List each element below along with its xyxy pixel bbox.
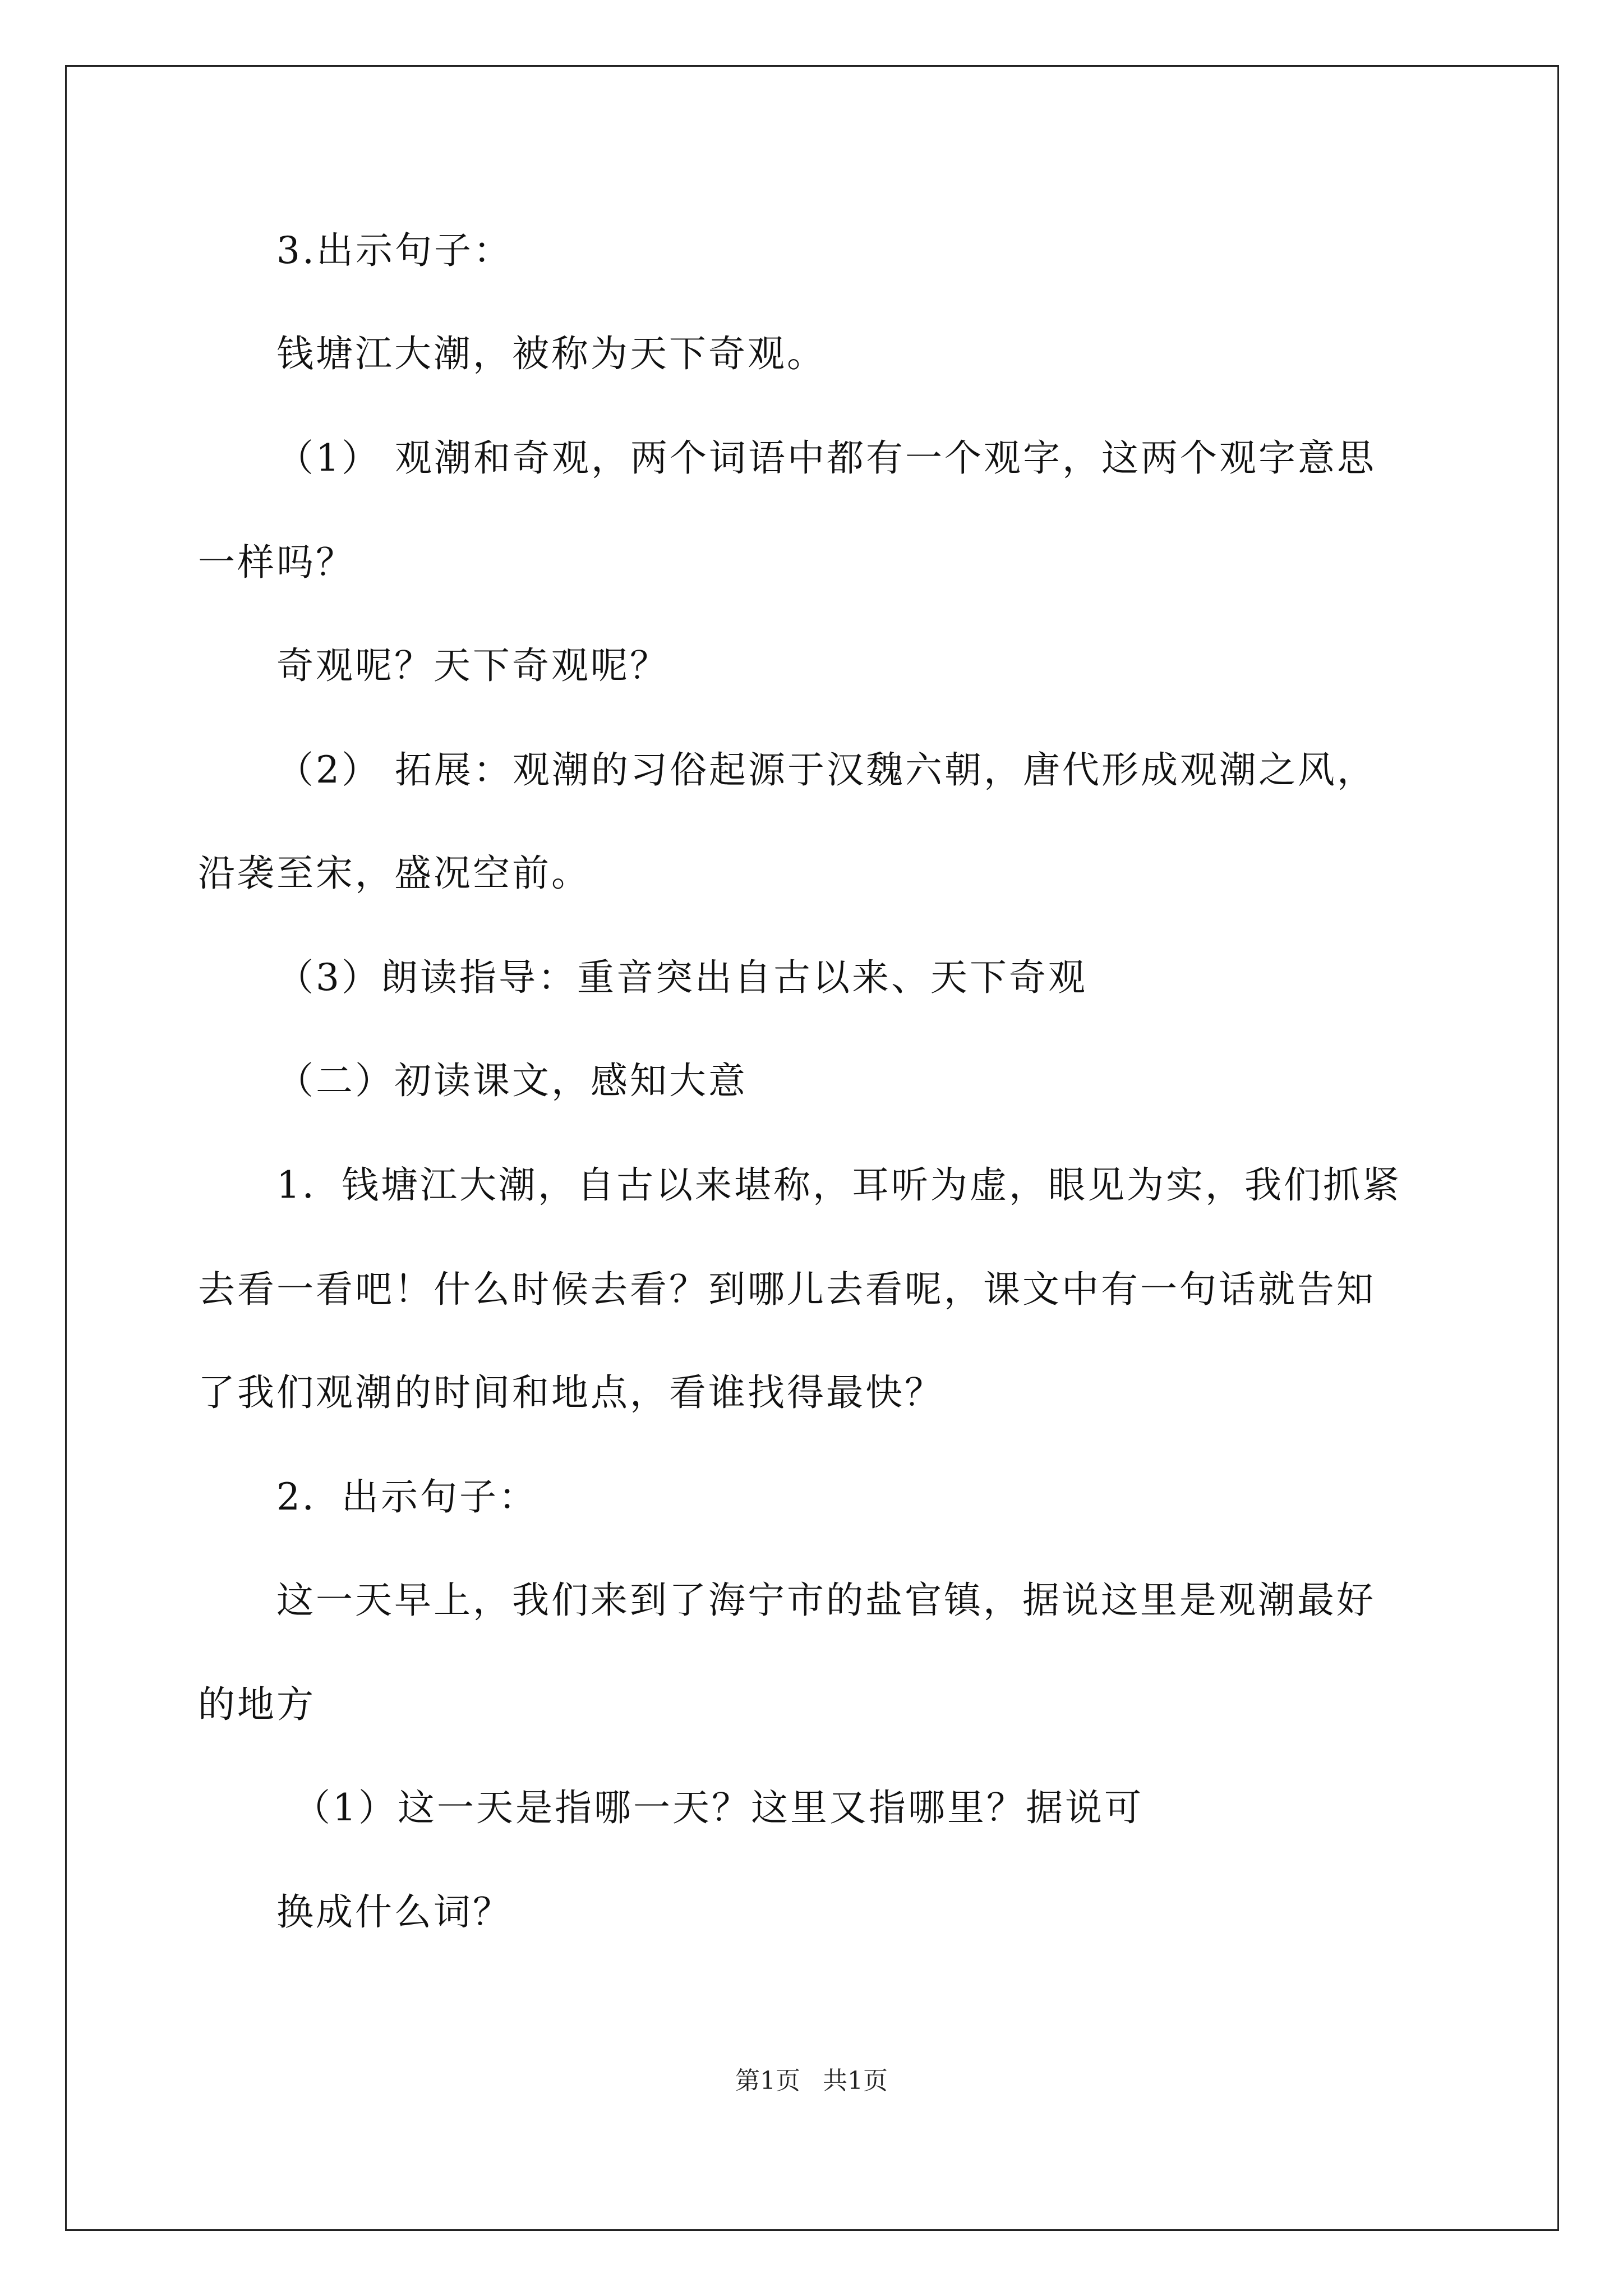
paragraph-line-8: （3）朗读指导：重音突出自古以来、天下奇观 — [276, 956, 1087, 999]
paragraph-line-6: （2） 拓展：观潮的习俗起源于汉魏六朝，唐代形成观潮之风， — [276, 748, 1376, 792]
paragraph-line-12: 了我们观潮的时间和地点，看谁找得最快？ — [198, 1371, 944, 1414]
paragraph-line-2: 钱塘江大潮，被称为天下奇观。 — [276, 332, 826, 375]
paragraph-line-13: 2．出示句子： — [276, 1475, 538, 1519]
page-number-current: 第1页 — [735, 2067, 800, 2095]
paragraph-line-15: 的地方 — [198, 1683, 316, 1726]
page-number-total: 共1页 — [823, 2067, 888, 2095]
paragraph-line-3: （1） 观潮和奇观，两个词语中都有一个观字，这两个观字意思 — [276, 436, 1376, 480]
paragraph-line-14: 这一天早上，我们来到了海宁市的盐官镇，据说这里是观潮最好 — [276, 1579, 1376, 1622]
paragraph-line-10: 1．钱塘江大潮，自古以来堪称，耳听为虚，眼见为实，我们抓紧 — [276, 1163, 1401, 1207]
paragraph-line-9: （二）初读课文，感知大意 — [276, 1059, 748, 1102]
paragraph-line-17: 换成什么词？ — [276, 1890, 512, 1934]
paragraph-line-11: 去看一看吧！什么时候去看？到哪儿去看呢，课文中有一句话就告知 — [198, 1268, 1376, 1311]
page-footer — [0, 2064, 1623, 2098]
paragraph-line-16: （1）这一天是指哪一天？这里又指哪里？据说可 — [293, 1786, 1144, 1829]
paragraph-line-5: 奇观呢？天下奇观呢？ — [276, 644, 669, 687]
paragraph-line-7: 沿袭至宋，盛况空前。 — [198, 852, 591, 895]
paragraph-line-1: 3.出示句子： — [276, 229, 513, 272]
paragraph-line-4: 一样吗？ — [198, 541, 355, 584]
